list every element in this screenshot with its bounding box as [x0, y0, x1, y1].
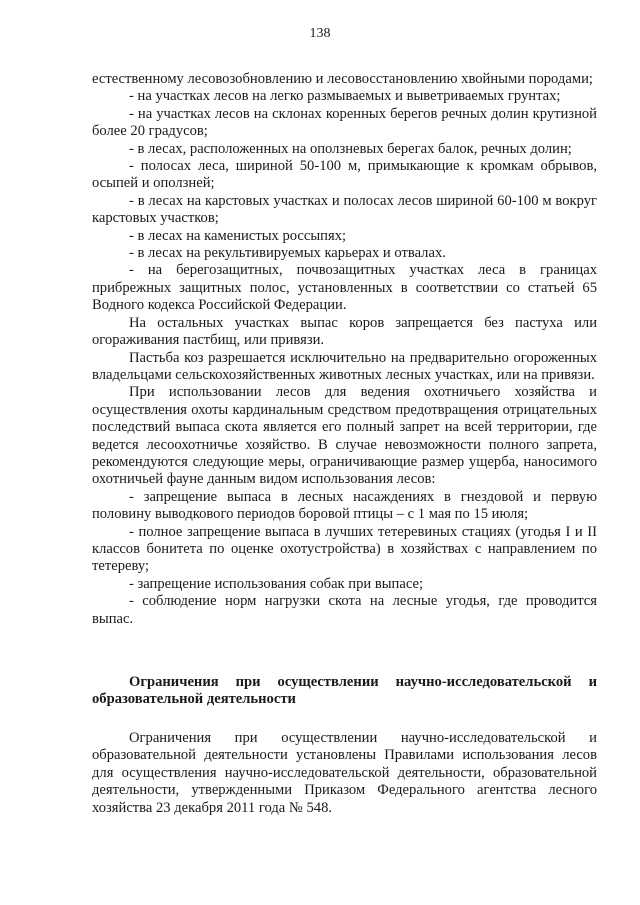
paragraph: На остальных участках выпас коров запрещается без пастуха или огораживания пастбищ, или привязи.: [92, 314, 597, 349]
list-item: - в лесах, расположенных на оползневых берегах балок, речных долин;: [129, 140, 572, 157]
paragraph: Пастьба коз разрешается исключительно на предварительно огороженных владельцами сельскохозяйственных животных лесных участках, или на привязи.: [92, 349, 597, 383]
list-item: - полное запрещение выпаса в лучших тетеревиных стациях (угодья I и II классов бонитета по оценке охотустройства) в хозяйствах с направлением по тетереву;: [92, 523, 597, 575]
list-item: - в лесах на каменистых россыпях;: [129, 227, 347, 244]
section-heading-block: [92, 674, 597, 709]
list-item: - на берегозащитных, почвозащитных участках леса в границах прибрежных защитных полос, установленных в соответствии со статьей 65 Водного кодекса Российской Федерации.: [92, 262, 597, 314]
section-body: Ограничения при осуществлении научно-исследовательской и образовательной деятельности установлены Правилами использования лесов для осуществления научно-исследовательской деятельности, образовательной деятельности, утвержденными Приказом Федерального агентства лесного хозяйства 23 декабря 2011 года № 548.: [92, 730, 597, 816]
list-item: - в лесах на карстовых участках и полосах лесов шириной 60-100 м вокруг карстовых участков;: [92, 192, 597, 227]
page-number: 138: [309, 26, 331, 41]
paragraph: При использовании лесов для ведения охотничьего хозяйства и осуществления охоты кардинальным средством предотвращения отрицательных последствий выпаса скота является его полный запрет на всей территории, где ведется лесоохотничье хозяйство. В случае невозможности полного запрета, рекомендуются следующие меры, ограничивающие размер ущерба, наносимого охотничьей фауне данным видом использования лесов:: [92, 384, 597, 488]
section-heading: Ограничения при осуществлении научно-исследовательской и образовательной деятельности: [92, 674, 597, 708]
list-item: - запрещение выпаса в лесных насаждениях в гнездовой и первую половину выводкового периодов боровой птицы – с 1 мая по 15 июля;: [92, 488, 597, 523]
paragraph: естественному лесовозобновлению и лесовосстановлению хвойными породами;: [92, 71, 593, 87]
list-item: - полосах леса, шириной 50-100 м, примыкающие к кромкам обрывов, осыпей и оползней;: [92, 158, 597, 192]
list-item: - на участках лесов на легко размываемых и выветриваемых грунтах;: [129, 88, 561, 105]
list-item: - соблюдение норм нагрузки скота на лесные угодья, где проводится выпас.: [92, 593, 597, 627]
section-body-block: [92, 730, 597, 817]
list-item: - запрещение использования собак при выпасе;: [129, 575, 424, 592]
list-item: - на участках лесов на склонах коренных берегов речных долин крутизной более 20 градусов;: [92, 105, 597, 140]
list-item: - в лесах на рекультивируемых карьерах и отвалах.: [129, 245, 446, 262]
main-text: [92, 71, 597, 628]
